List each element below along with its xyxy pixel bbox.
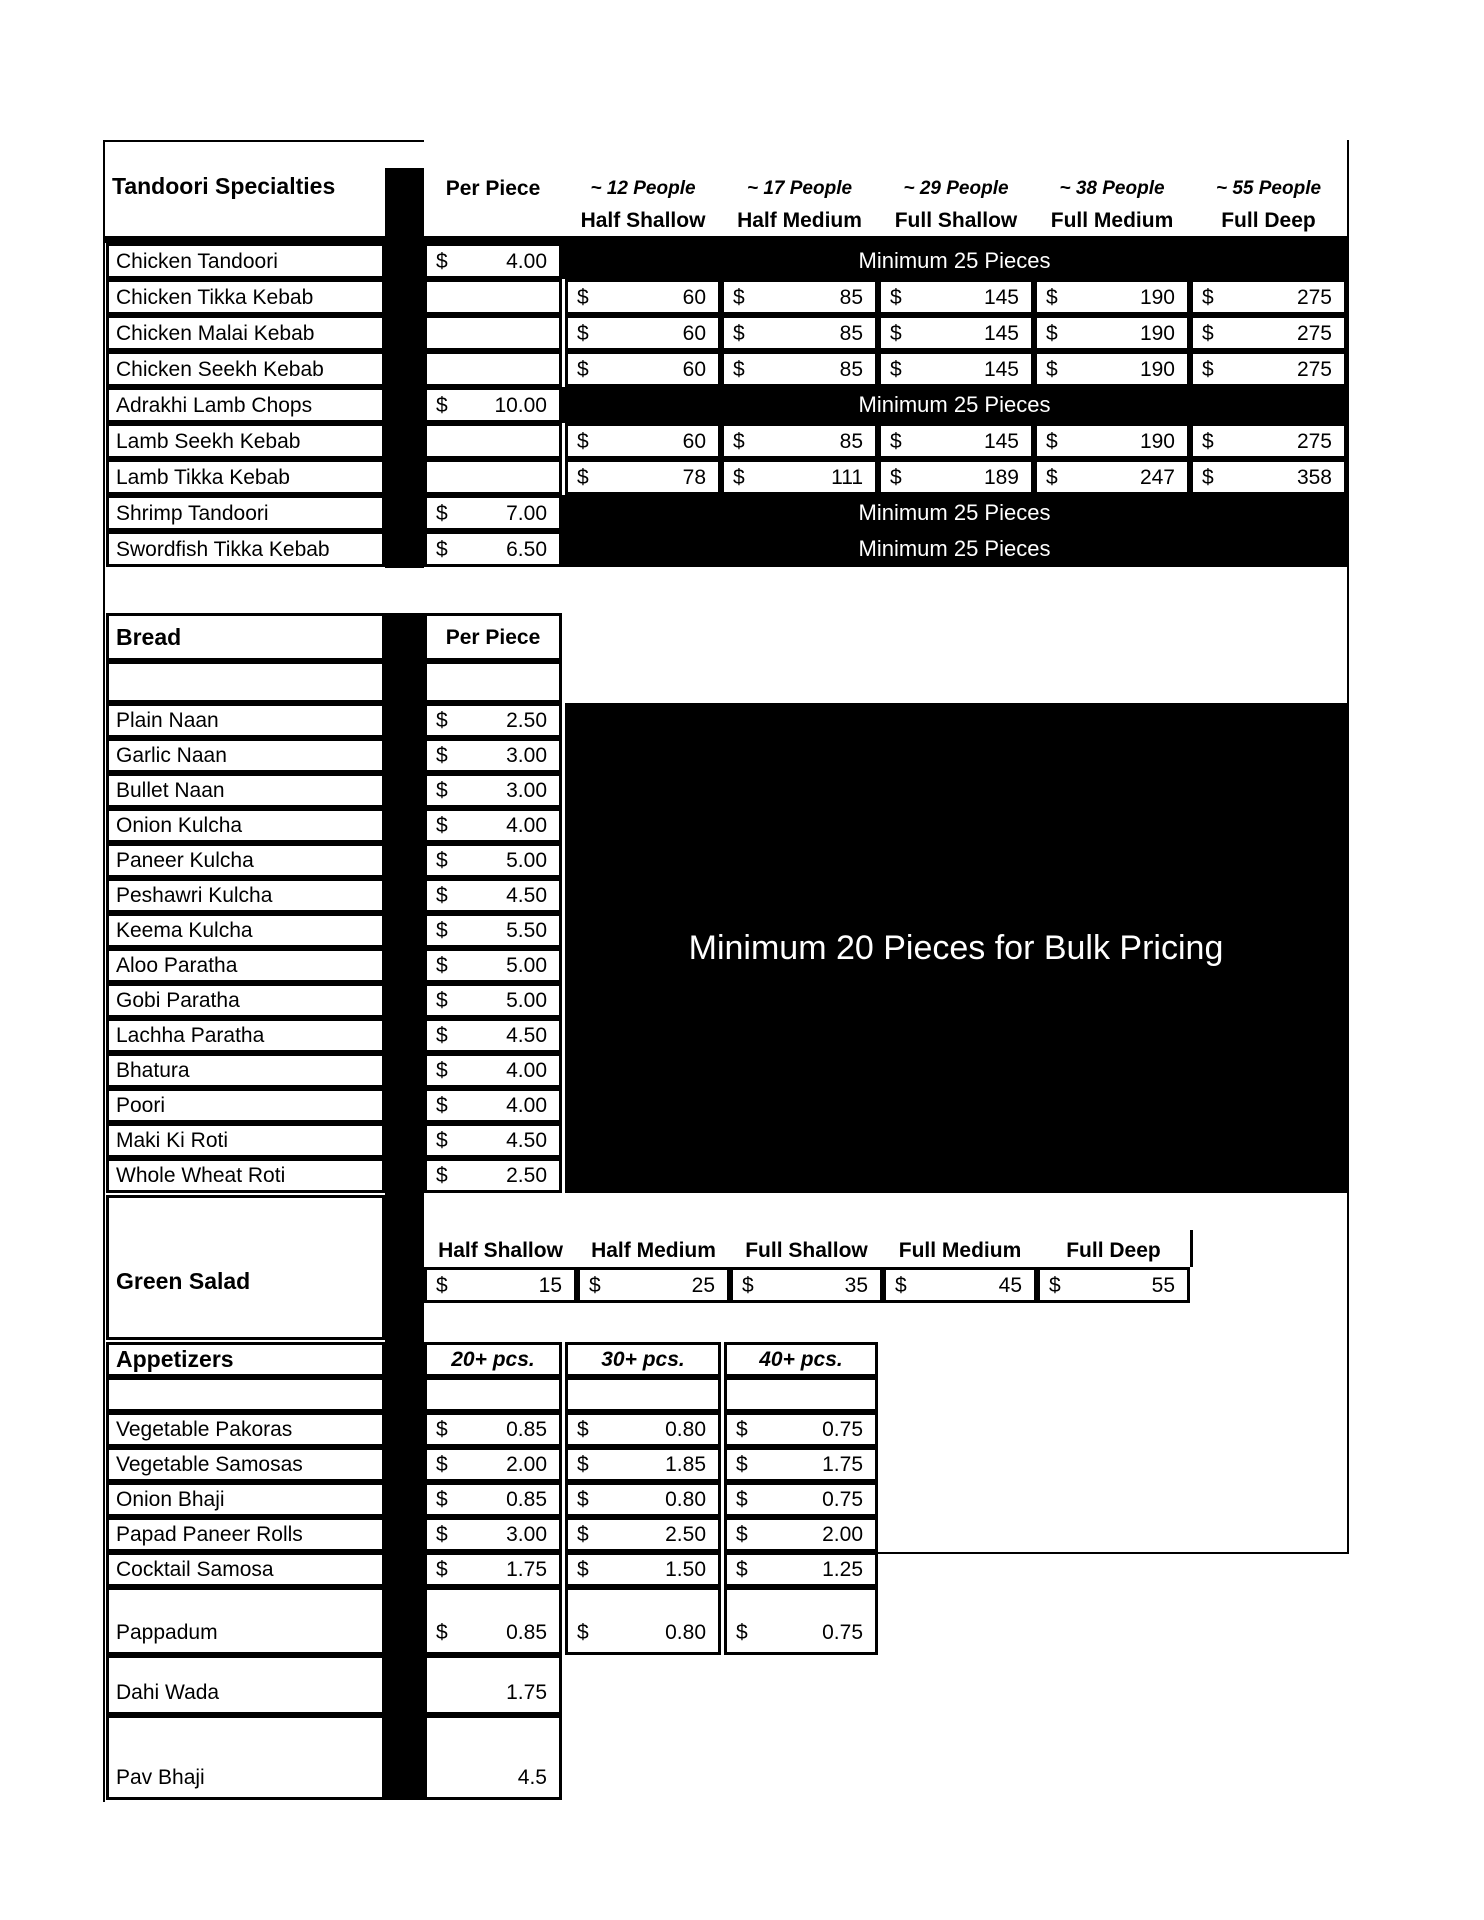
item-name-cell: Peshawri Kulcha: [106, 878, 385, 913]
people-count-header: ~ 12 People: [590, 177, 696, 199]
tray-price-cell: [878, 351, 1034, 387]
per-piece-price-cell: [424, 495, 562, 531]
currency-symbol: $: [736, 1488, 748, 1511]
price-value: 145: [983, 321, 1019, 345]
price-value: 85: [839, 321, 863, 345]
item-name-cell: Shrimp Tandoori: [106, 495, 385, 531]
tray-price-cell: [878, 279, 1034, 315]
price-value: 60: [682, 357, 706, 381]
item-name-cell: Chicken Tikka Kebab: [106, 279, 385, 315]
currency-symbol: $: [890, 285, 902, 309]
price-value: 0.75: [822, 1621, 863, 1644]
price-value: 4.00: [506, 249, 547, 273]
currency-symbol: $: [436, 744, 448, 767]
currency-symbol: $: [733, 465, 745, 489]
currency-symbol: $: [1202, 321, 1214, 345]
price-value: 275: [1296, 285, 1332, 309]
currency-symbol: $: [436, 1523, 448, 1546]
tray-size-header: Half Medium: [737, 209, 862, 232]
currency-symbol: $: [1202, 429, 1214, 453]
tray-price-cell: [721, 459, 878, 495]
tier-price-cell: [424, 1412, 562, 1447]
currency-symbol: $: [577, 1621, 589, 1644]
price-value: 5.00: [506, 849, 547, 872]
tray-price-cell: [878, 459, 1034, 495]
price-value: 1.75: [822, 1453, 863, 1476]
salad-price-cell: [424, 1267, 577, 1303]
price-value: 60: [682, 321, 706, 345]
tier-price-cell: [424, 1587, 562, 1655]
item-name-cell: Keema Kulcha: [106, 913, 385, 948]
tray-price-cell: [1190, 351, 1347, 387]
currency-symbol: $: [436, 1129, 448, 1152]
currency-symbol: $: [890, 357, 902, 381]
per-piece-price-cell: [424, 387, 562, 423]
price-value: 190: [1139, 321, 1175, 345]
tier-empty-cell: [565, 1377, 721, 1412]
price-value: 190: [1139, 357, 1175, 381]
price-value: 190: [1139, 285, 1175, 309]
currency-symbol: $: [890, 321, 902, 345]
currency-symbol: $: [577, 321, 589, 345]
tier-price-cell: [724, 1517, 878, 1552]
currency-symbol: $: [1046, 465, 1058, 489]
currency-symbol: $: [436, 1164, 448, 1187]
price-value: 145: [983, 429, 1019, 453]
currency-symbol: $: [1202, 285, 1214, 309]
price-value: 85: [839, 429, 863, 453]
price-value: 7.00: [506, 501, 547, 525]
currency-symbol: $: [736, 1523, 748, 1546]
price-value: 15: [538, 1273, 562, 1297]
price-value: 25: [691, 1273, 715, 1297]
price-value: 189: [983, 465, 1019, 489]
price-value: 5.00: [506, 989, 547, 1012]
tier-price-cell: [565, 1447, 721, 1482]
currency-symbol: $: [436, 814, 448, 837]
price-value: 0.85: [506, 1621, 547, 1644]
price-value: 0.75: [822, 1418, 863, 1441]
tray-price-cell: [721, 279, 878, 315]
currency-symbol: $: [589, 1273, 601, 1297]
tray-price-cell: [721, 423, 878, 459]
currency-symbol: $: [436, 709, 448, 732]
currency-symbol: $: [577, 1523, 589, 1546]
price-value: 190: [1139, 429, 1175, 453]
tray-price-cell: [721, 315, 878, 351]
per-piece-price-cell: [424, 773, 562, 808]
price-value: 4.50: [506, 1024, 547, 1047]
bread-per-piece-header: Per Piece: [424, 613, 562, 661]
salad-price-cell: [1037, 1267, 1190, 1303]
tier-price-cell: [724, 1552, 878, 1587]
people-count-header: ~ 17 People: [746, 177, 853, 199]
currency-symbol: $: [577, 1488, 589, 1511]
currency-symbol: $: [436, 1418, 448, 1441]
currency-symbol: $: [1046, 429, 1058, 453]
per-piece-price-cell: [424, 1158, 562, 1193]
tier-price-cell: [724, 1447, 878, 1482]
tray-price-cell: [565, 459, 721, 495]
people-count-header: ~ 38 People: [1059, 177, 1165, 199]
currency-symbol: $: [577, 465, 589, 489]
item-name-cell: Gobi Paratha: [106, 983, 385, 1018]
currency-symbol: $: [436, 249, 448, 273]
currency-symbol: $: [436, 884, 448, 907]
item-name-cell: Paneer Kulcha: [106, 843, 385, 878]
price-value: 3.00: [506, 1523, 547, 1546]
tier-price-cell: [424, 1552, 562, 1587]
item-name-cell: Onion Kulcha: [106, 808, 385, 843]
per-piece-price-cell: [424, 1018, 562, 1053]
price-value: 4.00: [506, 814, 547, 837]
currency-symbol: $: [895, 1273, 907, 1297]
currency-symbol: $: [577, 285, 589, 309]
minimum-pieces-band: Minimum 25 Pieces: [562, 387, 1347, 423]
currency-symbol: $: [436, 537, 448, 561]
item-name-cell: Adrakhi Lamb Chops: [106, 387, 385, 423]
price-value: 3.00: [506, 744, 547, 767]
tray-price-cell: [1034, 459, 1190, 495]
price-value: 1.50: [665, 1558, 706, 1581]
price-value: 1.25: [822, 1558, 863, 1581]
per-piece-price-cell: [424, 1053, 562, 1088]
item-name-cell: Chicken Malai Kebab: [106, 315, 385, 351]
currency-symbol: $: [436, 1024, 448, 1047]
tray-price-cell: [1190, 279, 1347, 315]
price-value: 85: [839, 357, 863, 381]
tray-size-header: Half Shallow: [438, 1239, 563, 1262]
item-name-cell: Whole Wheat Roti: [106, 1158, 385, 1193]
price-value: 4.50: [506, 1129, 547, 1152]
tier-empty-cell: [724, 1377, 878, 1412]
separator-strip-bottom: [385, 613, 424, 1800]
tier-empty-cell: [424, 1377, 562, 1412]
tray-size-header: Half Shallow: [580, 209, 706, 232]
per-piece-price-cell: [424, 913, 562, 948]
item-name-cell: Garlic Naan: [106, 738, 385, 773]
currency-symbol: $: [577, 429, 589, 453]
currency-symbol: $: [436, 849, 448, 872]
price-value: 10.00: [494, 393, 547, 417]
per-piece-price-cell: [424, 703, 562, 738]
tray-price-cell: [1034, 423, 1190, 459]
currency-symbol: $: [733, 357, 745, 381]
price-value: 0.75: [822, 1488, 863, 1511]
tray-price-cell: [565, 315, 721, 351]
item-name-cell: Cocktail Samosa: [106, 1552, 385, 1587]
item-name-cell: Lachha Paratha: [106, 1018, 385, 1053]
per-piece-empty-cell: [424, 423, 562, 459]
tier-price-cell: [424, 1482, 562, 1517]
currency-symbol: $: [733, 321, 745, 345]
currency-symbol: $: [1046, 285, 1058, 309]
price-value: 0.80: [665, 1418, 706, 1441]
currency-symbol: $: [436, 954, 448, 977]
price-value: 1.85: [665, 1453, 706, 1476]
tier-price-cell: [565, 1412, 721, 1447]
tray-price-cell: [1190, 315, 1347, 351]
per-piece-header: Per Piece: [445, 176, 541, 200]
currency-symbol: $: [1049, 1273, 1061, 1297]
per-piece-price-cell: [424, 843, 562, 878]
price-value: 358: [1296, 465, 1332, 489]
salad-header-right-tick: [1190, 1230, 1193, 1267]
tray-size-header: Full Deep: [1221, 209, 1316, 232]
item-name-cell: Vegetable Pakoras: [106, 1412, 385, 1447]
worksheet-right-line: [1347, 140, 1349, 1554]
bread-section-title: Bread: [106, 613, 385, 661]
price-value: 5.00: [506, 954, 547, 977]
item-name-cell: Onion Bhaji: [106, 1482, 385, 1517]
currency-symbol: $: [890, 465, 902, 489]
currency-symbol: $: [436, 1094, 448, 1117]
currency-symbol: $: [436, 1488, 448, 1511]
price-value: 275: [1296, 321, 1332, 345]
price-value: 60: [682, 285, 706, 309]
tray-size-header: Full Medium: [1050, 209, 1174, 232]
tray-price-cell: [1190, 459, 1347, 495]
tier-price-cell: [565, 1517, 721, 1552]
header-top-line: [103, 140, 424, 142]
price-value: 2.00: [822, 1523, 863, 1546]
price-value: 60: [682, 429, 706, 453]
salad-price-cell: [883, 1267, 1037, 1303]
item-name-cell: Bhatura: [106, 1053, 385, 1088]
tier-price-cell: [724, 1482, 878, 1517]
price-value: 55: [1151, 1273, 1175, 1297]
tandoori-section-title: Tandoori Specialties: [112, 172, 336, 199]
bread-name-empty-cell: [106, 661, 385, 703]
currency-symbol: $: [736, 1418, 748, 1441]
price-value: 247: [1139, 465, 1175, 489]
tray-price-cell: [1034, 279, 1190, 315]
tray-price-cell: [878, 315, 1034, 351]
currency-symbol: $: [436, 1059, 448, 1082]
price-value: 85: [839, 285, 863, 309]
per-piece-empty-cell: [424, 315, 562, 351]
bulk-pricing-banner: Minimum 20 Pieces for Bulk Pricing: [565, 703, 1347, 1193]
per-piece-price-cell: [424, 738, 562, 773]
currency-symbol: $: [436, 919, 448, 942]
item-name-cell: Maki Ki Roti: [106, 1123, 385, 1158]
per-piece-price-cell: [424, 948, 562, 983]
price-value: 4.50: [506, 884, 547, 907]
tray-size-header: Full Medium: [898, 1239, 1022, 1262]
price-value: 2.00: [506, 1453, 547, 1476]
currency-symbol: $: [436, 1453, 448, 1476]
tier-price-cell: [565, 1587, 721, 1655]
price-value: 3.00: [506, 779, 547, 802]
tray-size-header: Half Medium: [591, 1239, 716, 1262]
currency-symbol: $: [436, 1558, 448, 1581]
price-value: 6.50: [506, 537, 547, 561]
price-value: 5.50: [506, 919, 547, 942]
currency-symbol: $: [733, 285, 745, 309]
tray-size-header: Full Shallow: [894, 209, 1018, 232]
currency-symbol: $: [1202, 465, 1214, 489]
price-value: 4.00: [506, 1094, 547, 1117]
currency-symbol: $: [1046, 321, 1058, 345]
per-piece-price-cell: [424, 1088, 562, 1123]
plain-price-cell: 4.5: [424, 1715, 562, 1800]
currency-symbol: $: [733, 429, 745, 453]
price-value: 275: [1296, 357, 1332, 381]
price-value: 145: [983, 357, 1019, 381]
item-name-cell: Swordfish Tikka Kebab: [106, 531, 385, 567]
item-name-cell: Chicken Tandoori: [106, 243, 385, 279]
currency-symbol: $: [1202, 357, 1214, 381]
item-name-cell: Papad Paneer Rolls: [106, 1517, 385, 1552]
tier-price-cell: [424, 1447, 562, 1482]
tray-price-cell: [1034, 315, 1190, 351]
currency-symbol: $: [436, 1621, 448, 1644]
item-name-cell: Aloo Paratha: [106, 948, 385, 983]
item-name-cell: Chicken Seekh Kebab: [106, 351, 385, 387]
tray-price-cell: [565, 423, 721, 459]
price-value: 2.50: [506, 709, 547, 732]
currency-symbol: $: [742, 1273, 754, 1297]
tray-price-cell: [1190, 423, 1347, 459]
tier-price-cell: [424, 1517, 562, 1552]
item-name-cell: Dahi Wada: [106, 1655, 385, 1715]
price-value: 0.85: [506, 1488, 547, 1511]
worksheet-bottom-right-line: [878, 1552, 1349, 1554]
per-piece-empty-cell: [424, 351, 562, 387]
tier-price-cell: [565, 1552, 721, 1587]
tray-price-cell: [878, 423, 1034, 459]
currency-symbol: $: [436, 989, 448, 1012]
currency-symbol: $: [436, 1273, 448, 1297]
salad-price-cell: [730, 1267, 883, 1303]
currency-symbol: $: [890, 429, 902, 453]
tier-header-cell: 20+ pcs.: [424, 1342, 562, 1377]
per-piece-price-cell: [424, 983, 562, 1018]
per-piece-price-cell: [424, 531, 562, 567]
item-name-cell: Plain Naan: [106, 703, 385, 738]
separator-strip-top: [385, 168, 424, 568]
price-value: 1.75: [506, 1558, 547, 1581]
item-name-cell: Vegetable Samosas: [106, 1447, 385, 1482]
currency-symbol: $: [736, 1558, 748, 1581]
price-value: 2.50: [665, 1523, 706, 1546]
price-value: 78: [682, 465, 706, 489]
per-piece-price-cell: [424, 878, 562, 913]
per-piece-empty-cell: [424, 279, 562, 315]
currency-symbol: $: [577, 1418, 589, 1441]
bread-price-empty-cell: [424, 661, 562, 703]
currency-symbol: $: [736, 1621, 748, 1644]
minimum-pieces-band: Minimum 25 Pieces: [562, 531, 1347, 567]
tray-price-cell: [721, 351, 878, 387]
per-piece-price-cell: [424, 243, 562, 279]
tray-size-header: Full Deep: [1066, 1239, 1161, 1262]
tray-size-header: Full Shallow: [745, 1239, 868, 1262]
price-value: 0.80: [665, 1621, 706, 1644]
people-count-header: ~ 55 People: [1215, 177, 1322, 199]
currency-symbol: $: [436, 393, 448, 417]
price-value: 111: [831, 465, 863, 489]
worksheet-left-line: [103, 140, 105, 1802]
price-value: 145: [983, 285, 1019, 309]
salad-price-cell: [577, 1267, 730, 1303]
currency-symbol: $: [577, 1558, 589, 1581]
item-name-cell: Pappadum: [106, 1587, 385, 1655]
currency-symbol: $: [436, 779, 448, 802]
tray-price-cell: [565, 279, 721, 315]
people-count-header: ~ 29 People: [903, 177, 1009, 199]
tandoori-header-underline: [103, 236, 1347, 243]
plain-price-cell: 1.75: [424, 1655, 562, 1715]
minimum-pieces-band: Minimum 25 Pieces: [562, 243, 1347, 279]
tier-price-cell: [724, 1587, 878, 1655]
currency-symbol: $: [1046, 357, 1058, 381]
green-salad-section-title: Green Salad: [106, 1195, 385, 1340]
tray-price-cell: [1034, 351, 1190, 387]
tier-header-cell: 30+ pcs.: [565, 1342, 721, 1377]
price-value: 2.50: [506, 1164, 547, 1187]
minimum-pieces-band: Minimum 25 Pieces: [562, 495, 1347, 531]
per-piece-empty-cell: [424, 459, 562, 495]
price-value: 275: [1296, 429, 1332, 453]
item-name-cell: Bullet Naan: [106, 773, 385, 808]
tray-price-cell: [565, 351, 721, 387]
appetizer-name-empty-cell: [106, 1377, 385, 1412]
appetizers-section-title: Appetizers: [106, 1342, 385, 1377]
price-value: 45: [998, 1273, 1022, 1297]
price-value: 0.80: [665, 1488, 706, 1511]
tier-price-cell: [565, 1482, 721, 1517]
tier-header-cell: 40+ pcs.: [724, 1342, 878, 1377]
currency-symbol: $: [436, 501, 448, 525]
tier-price-cell: [724, 1412, 878, 1447]
price-value: 4.00: [506, 1059, 547, 1082]
item-name-cell: Pav Bhaji: [106, 1715, 385, 1800]
item-name-cell: Lamb Seekh Kebab: [106, 423, 385, 459]
per-piece-price-cell: [424, 808, 562, 843]
currency-symbol: $: [577, 1453, 589, 1476]
price-value: 0.85: [506, 1418, 547, 1441]
per-piece-price-cell: [424, 1123, 562, 1158]
item-name-cell: Lamb Tikka Kebab: [106, 459, 385, 495]
item-name-cell: Poori: [106, 1088, 385, 1123]
currency-symbol: $: [577, 357, 589, 381]
currency-symbol: $: [736, 1453, 748, 1476]
price-value: 35: [844, 1273, 868, 1297]
